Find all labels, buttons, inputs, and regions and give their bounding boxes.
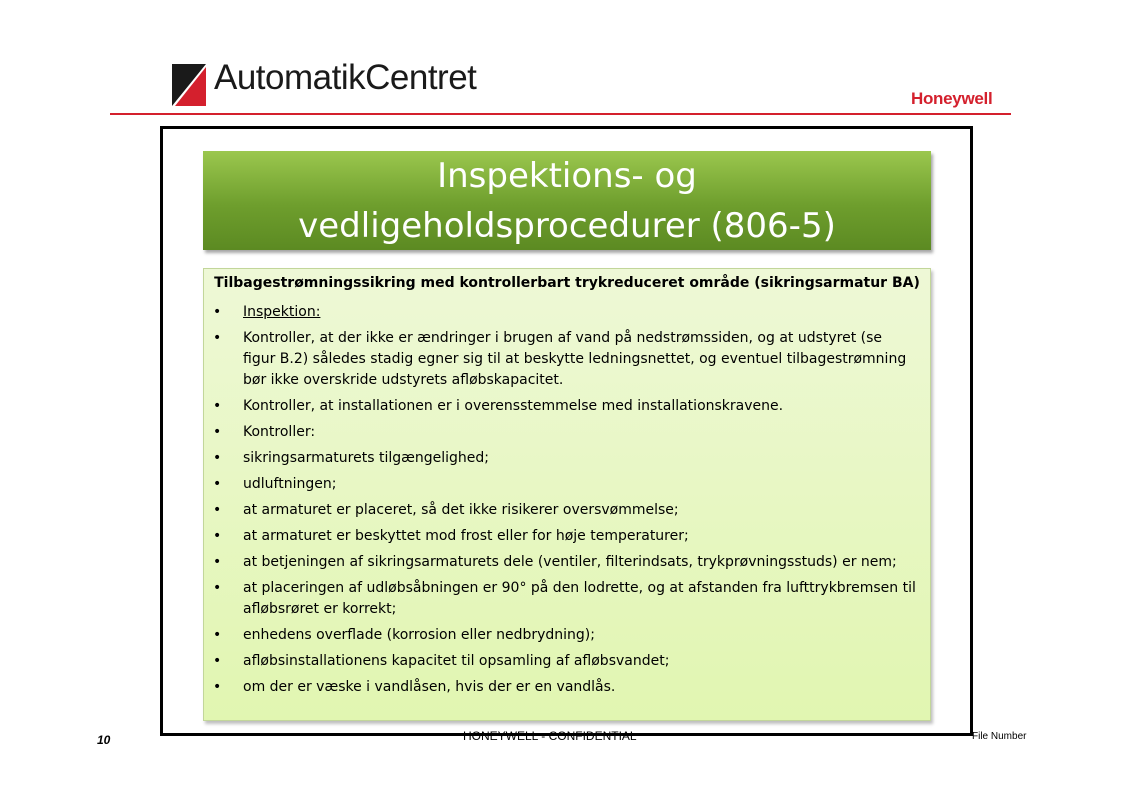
slide-title-line1: Inspektions- og — [437, 156, 697, 196]
logo-text: AutomatikCentret — [214, 58, 477, 97]
list-item-text: sikringsarmaturets tilgængelighed; — [243, 450, 489, 466]
list-item — [204, 677, 930, 698]
list-item-text: afløbsinstallationens kapacitet til opsamling af afløbsvandet; — [243, 653, 670, 669]
bullet-icon: • — [213, 528, 222, 544]
list-item — [204, 448, 930, 469]
bullet-icon: • — [213, 330, 222, 346]
list-item — [204, 474, 930, 495]
bullet-icon: • — [213, 450, 222, 466]
bullet-icon: • — [213, 679, 222, 695]
header-divider — [110, 113, 1011, 115]
list-item — [204, 578, 930, 620]
list-item — [204, 526, 930, 547]
bullet-icon: • — [213, 502, 222, 518]
list-item-text: at armaturet er placeret, så det ikke risikerer oversvømmelse; — [243, 502, 679, 518]
content-box — [203, 268, 931, 721]
list-item-text: enhedens overflade (korrosion eller nedbrydning); — [243, 627, 595, 643]
confidential-label: HONEYWELL - CONFIDENTIAL — [463, 729, 637, 743]
slide-title-line2: vedligeholdsprocedurer (806-5) — [298, 206, 836, 246]
bullet-icon: • — [213, 653, 222, 669]
list-item — [204, 625, 930, 646]
content-heading: Tilbagestrømningssikring med kontrollerbart trykreduceret område (sikringsarmatur BA) — [214, 275, 920, 291]
honeywell-brand: Honeywell — [911, 89, 993, 108]
list-item — [204, 328, 930, 391]
list-item-text: at placeringen af udløbsåbningen er 90° på den lodrette, og at afstanden fra lufttrykbremsen til afløbsrøret er korrekt; — [243, 580, 916, 617]
list-item-text: Inspektion: — [243, 304, 321, 320]
list-item-text: om der er væske i vandlåsen, hvis der er en vandlås. — [243, 679, 616, 695]
list-item-text: udluftningen; — [243, 476, 337, 492]
bullet-icon: • — [213, 304, 222, 320]
slide-title — [203, 151, 931, 250]
file-number-label: File Number — [972, 731, 1027, 742]
list-item — [204, 651, 930, 672]
bullet-icon: • — [213, 627, 222, 643]
bullet-list — [204, 302, 930, 703]
list-item-text: Kontroller, at der ikke er ændringer i brugen af vand på nedstrømssiden, og at udstyret (se figur B.2) således stadig egner sig til at beskytte ledningsnettet, og eventuel tilbagestrømning bør ikke overskride udstyrets afløbskapacitet. — [243, 330, 907, 388]
bullet-icon: • — [213, 554, 222, 570]
list-item — [204, 396, 930, 417]
list-item-text: Kontroller: — [243, 424, 316, 440]
list-item — [204, 422, 930, 443]
automatikcentret-logo-icon — [172, 64, 206, 106]
bullet-icon: • — [213, 424, 222, 440]
slide-frame — [160, 126, 973, 736]
list-item — [204, 500, 930, 521]
bullet-icon: • — [213, 398, 222, 414]
bullet-icon: • — [213, 580, 222, 596]
list-item-text: at betjeningen af sikringsarmaturets dele (ventiler, filterindsats, trykprøvningsstuds) er nem; — [243, 554, 897, 570]
list-item — [204, 552, 930, 573]
page-number: 10 — [97, 733, 111, 747]
bullet-icon: • — [213, 476, 222, 492]
list-item-text: Kontroller, at installationen er i overensstemmelse med installationskravene. — [243, 398, 784, 414]
list-item-text: at armaturet er beskyttet mod frost eller for høje temperaturer; — [243, 528, 689, 544]
list-item — [204, 302, 930, 323]
